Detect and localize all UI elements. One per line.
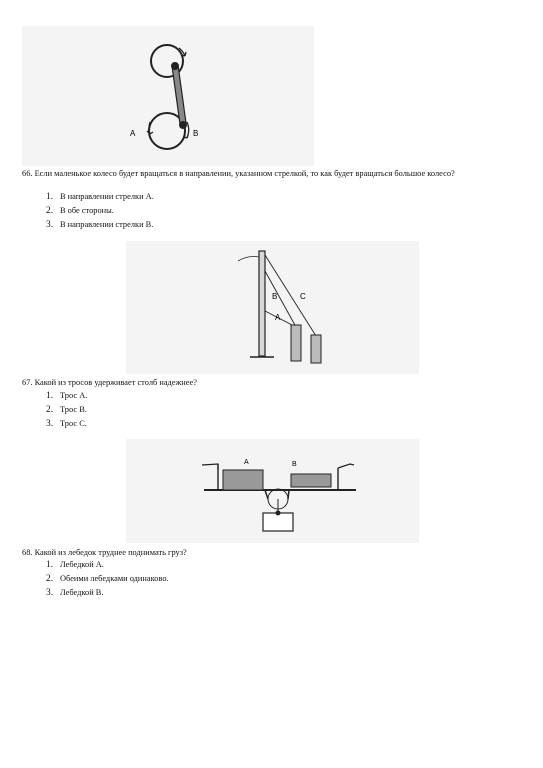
label-a: A — [275, 313, 281, 322]
winch-b-drum — [291, 474, 331, 487]
winch-a-drum — [223, 470, 263, 490]
question-68-text: 68. Какой из лебедок труднее поднимать груз? — [22, 548, 187, 557]
option-item: 1. Трос А. — [46, 391, 88, 401]
pole-diagram — [126, 241, 419, 374]
anchor-block-2 — [311, 335, 321, 363]
wheels-figure — [22, 26, 314, 166]
option-item: 3. Трос С. — [46, 419, 87, 429]
option-item: 2. Обеими лебедками одинаково. — [46, 574, 169, 584]
label-c: C — [300, 292, 306, 301]
option-item: 3. В направлении стрелки В. — [46, 220, 154, 230]
label-a: A — [130, 129, 136, 138]
question-68-options — [46, 558, 169, 600]
label-b: B — [292, 461, 297, 468]
label-a: A — [244, 459, 249, 466]
question-66-text: 66. Если маленькое колесо будет вращаться в направлении, указанном стрелкой, то как будет вращаться большое колесо? — [22, 169, 455, 178]
label-b: B — [272, 292, 278, 301]
question-67-text: 67. Какой из тросов удерживает столб надежнее? — [22, 378, 197, 387]
pole-figure — [126, 241, 419, 374]
wheels-diagram — [22, 26, 314, 166]
winch-b-handle — [338, 464, 354, 468]
top-wire — [238, 257, 259, 262]
pole — [259, 251, 265, 356]
label-b: B — [193, 129, 199, 138]
question-66-options — [46, 190, 154, 232]
anchor-block-1 — [291, 325, 301, 361]
option-item: 3. Лебедкой В. — [46, 588, 104, 598]
load — [263, 513, 293, 531]
winch-a-handle — [202, 464, 218, 470]
winches-diagram — [126, 439, 419, 543]
option-item: 1. Лебедкой А. — [46, 560, 104, 570]
winches-figure — [126, 439, 419, 543]
option-item: 1. В направлении стрелки А. — [46, 192, 154, 202]
option-item: 2. Трос В. — [46, 405, 87, 415]
question-67-options — [46, 389, 87, 431]
option-item: 2. В обе стороны. — [46, 206, 114, 216]
